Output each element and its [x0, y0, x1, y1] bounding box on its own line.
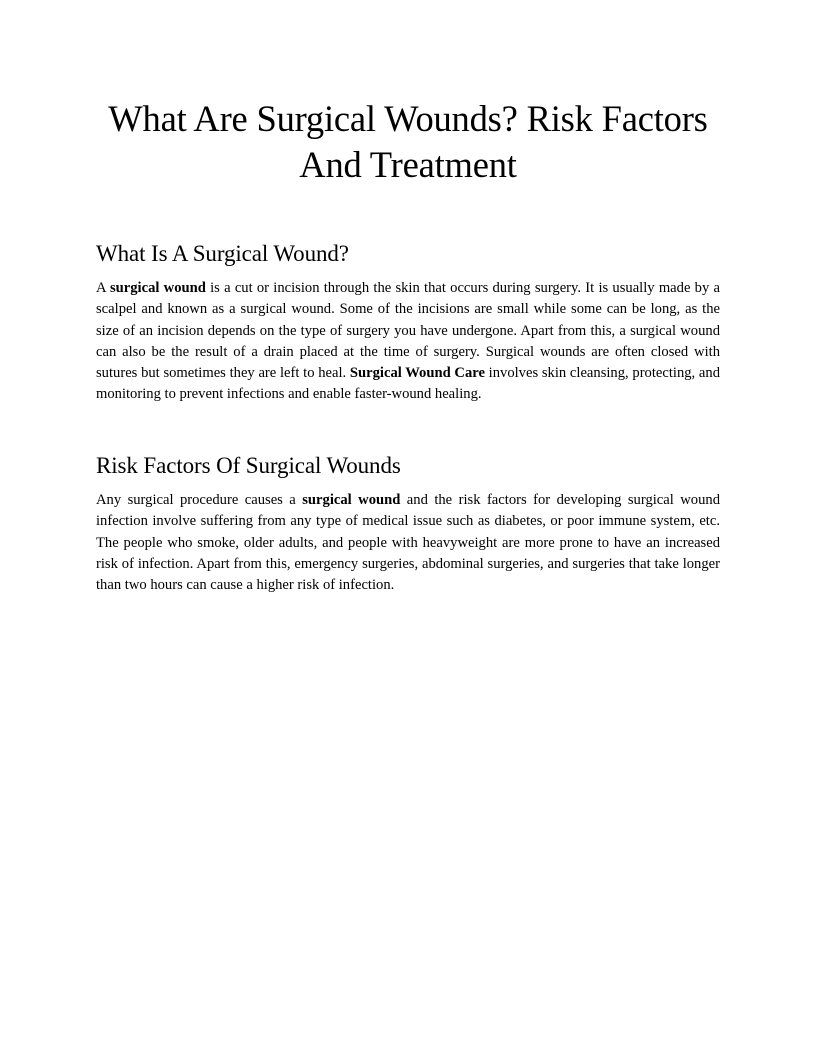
paragraph-text: Any surgical procedure causes a [96, 492, 303, 508]
section-risk-factors [96, 452, 720, 596]
paragraph-text: involves skin cleansing, protecting, and monitoring to prevent infections and enable faster-wound healing. [96, 365, 721, 403]
bold-term: surgical wound [109, 280, 206, 296]
section-heading: Risk Factors Of Surgical Wounds [96, 453, 401, 478]
paragraph-text: and the risk factors for developing surgical wound infection involve suffering from any type of medical issue such as diabetes, or poor immune system, etc. The people who smoke, older adults, and people with heavyweight are more prone to have an increased risk of infection. Apart from this, emergency surgeries, abdominal surgeries, and surgeries that take longer than two hours can cause a higher risk of infection. [96, 492, 720, 594]
section-paragraph [96, 278, 720, 406]
paragraph-text: A [96, 280, 110, 296]
section-paragraph [96, 490, 720, 596]
paragraph-text: is a cut or incision through the skin that occurs during surgery. It is usually made by a scalpel and known as a surgical wound. Some of the incisions are small while some can be long, as the size of an incision depends on the type of surgery you have undergone. Apart from this, a surgical wound can also be the result of a drain placed at the time of surgery. Surgical wounds are often closed with sutures but sometimes they are left to heal. [96, 280, 720, 382]
section-what-is-surgical-wound [96, 240, 720, 406]
section-heading: What Is A Surgical Wound? [96, 241, 349, 266]
bold-term: surgical wound [302, 492, 401, 508]
document-title: What Are Surgical Wounds? Risk Factors And Treatment [108, 98, 708, 185]
bold-term: Surgical Wound Care [349, 365, 485, 382]
